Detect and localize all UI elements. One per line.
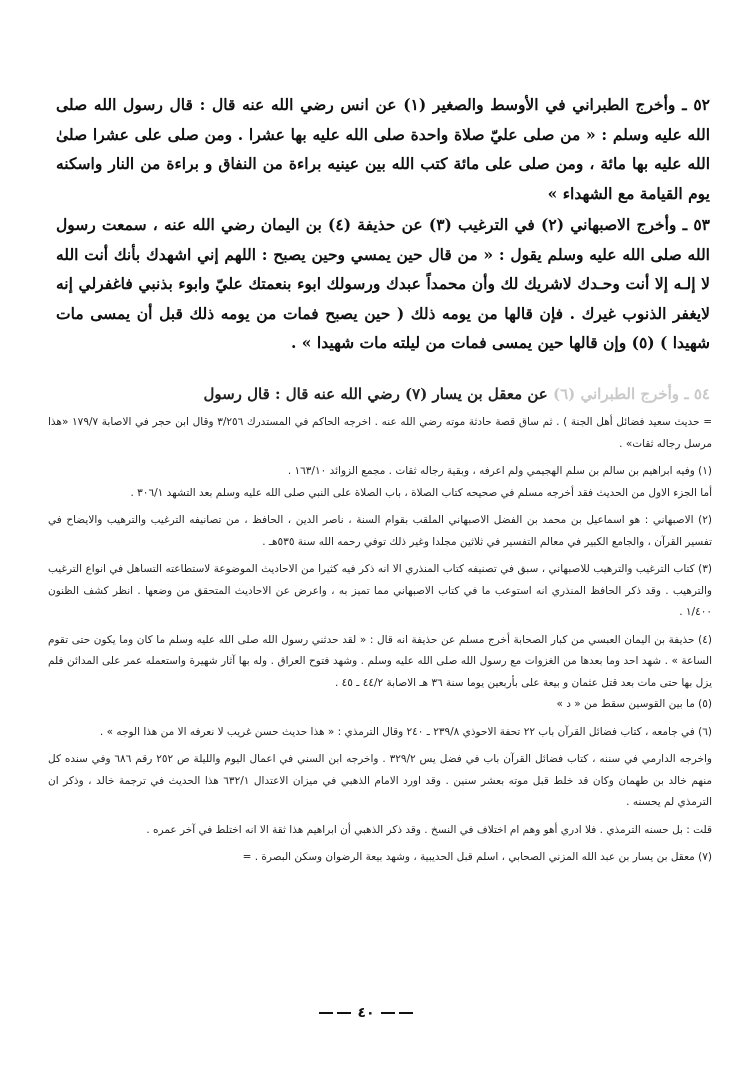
footnote-1-extra: أما الجزء الاول من الحديث فقد أخرجه مسلم في صحيحه كتاب الصلاة ، باب الصلاة على النبي صلى الله عليه وسلم بعد التشهد ٣٠٦/١ .: [130, 486, 712, 499]
hadith-54-partial-line: [56, 383, 710, 405]
page-number: ٤٠: [357, 1005, 375, 1021]
footnote-4: (٤) حذيفة بن اليمان العبسي من كبار الصحابة أخرج مسلم عن حذيفة انه قال : « لقد حدثني رسول الله صلى الله عليه وسلم ما كان وما يكون حتى تقوم الساعة » . شهد احد وما بعدها من الغزوات مع رسول الله صلى الله عليه وسلم . وشهد فتوح العراق . وله بها آثار شهيرة واستعمله عمر على المدائن فلم يزل بها حتى مات بعد قتل عثمان و بيعة على بأربعين يوما سنة ٣٦ هـ الاصابة ٤٤/٢ ـ ٤٥ .: [48, 633, 712, 689]
footnote-2: (٢) الاصبهاني : هو اسماعيل بن محمد بن الفضل الاصبهاني الملقب بقوام السنة ، ناصر الدين ، الحافظ ، من تصانيفه الترغيب والترهيب والايضاح في تفسير القرآن ، والجامع الكبير في معالم التفسير في ثلاثين مجلدا وغير ذلك توفي رحمه الله سنة ٥٣٥هـ .: [48, 514, 712, 548]
hadith-54-text: عن معقل بن يسار (٧) رضي الله عنه قال : قال رسول: [203, 385, 548, 403]
footnotes-block: [48, 412, 712, 869]
footer-dash-right-2: [399, 1012, 413, 1014]
footnote-6-extra: واخرجه الدارمي في سننه ، كتاب فضائل القرآن باب في فضل يس ٣٢٩/٢ . واخرجه ابن السني في اعمال اليوم والليلة ص ٢٥٢ رقم ٦٨٦ وفي سنده كل منهم خالد بن طهمان وكان قد خلط قبل موته بعشر سنين . وقد اورد الامام الذهبي في ميزان الاعتدال ٦٣٢/١ هذا الحديث في ترجمة خالد ، وذكر ان الترمذي لم يحسنه .: [48, 753, 712, 808]
hadith-53-paragraph: ٥٣ ـ وأخرج الاصبهاني (٢) في الترغيب (٣) عن حذيفة (٤) بن اليمان رضي الله عنه ، سمعت رسول الله صلى الله عليه وسلم يقول : « من قال حين يمسي وحين يصبح : اللهم إني اشهدك بأنك أنت الله لا إلـه إلا أنت وحـدك لاشريك لك وأن محمداً عبدك ورسولك ابوء بنعمتك عليّ وابوء بذنبي فاغفرلي إنه لايغفر الذنوب غيرك . فإن قالها من يومه ذلك ( حين يصبح فمات من يومه ذلك قبل أن يمسى مات شهيدا ) (٥) وإن قالها حين يمسى فمات من ليلته مات شهيدا » .: [56, 215, 710, 352]
footer-dash-left-2: [337, 1012, 351, 1014]
footnote-1: (١) وفيه ابراهيم بن سالم بن سلم الهجيمي ولم اعرفه ، وبقية رجاله ثقات . مجمع الزوائد ١٦٣/١٠ .: [287, 465, 712, 477]
page-footer: [0, 1005, 732, 1021]
hadith-54-faded-start: ٥٤ ـ وأخرج الطبراني (٦): [552, 385, 710, 403]
footnote-7: (٧) معقل بن يسار بن عبد الله المزني الصحابي ، اسلم قبل الحديبية ، وشهد بيعة الرضوان وسكن البصرة . =: [242, 851, 712, 863]
footnote-continuation: = حديث سعيد فضائل أهل الجنة ) . ثم ساق قصة حادثة موته رضي الله عنه . اخرجه الحاكم في المستدرك ٣/٢٥٦ وقال ابن حجر في الاصابة ١٧٩/٧ «هذا مرسل رجاله ثقات» .: [48, 416, 713, 450]
footnote-6-comment: قلت : بل حسنه الترمذي . فلا ادري أهو وهم ام اختلاف في النسخ . وقد ذكر الذهبي أن ابراهيم هذا ثقة الا انه اختلط في آخر عمره .: [146, 823, 712, 836]
footnote-6: (٦) في جامعه ، كتاب فضائل القرآن باب ٢٢ تحفة الاحوذي ٢٣٩/٨ ـ ٢٤٠ وقال الترمذي : « هذا حديث حسن غريب لا نعرفه الا من هذا الوجه » .: [99, 725, 712, 738]
footnote-3: (٣) كتاب الترغيب والترهيب للاصبهاني ، سبق في تصنيفه كتاب المنذري الا انه ذكر فيه كثيرا من الاحاديث الموضوعة لاستطاعته التساهل في انواع الترغيب والترهيب . وقد ذكر الحافظ المنذري انه استوعب ما في كتاب الاصبهاني مما تميز به ، واعرض عن الاحاديث المتحقق من وضعها . انظر كشف الظنون ١/٤٠٠ .: [48, 563, 712, 618]
footnote-5: (٥) ما بين القوسين سقط من « د »: [556, 698, 712, 710]
main-text-block: [56, 90, 710, 358]
footer-dash-left: [319, 1012, 333, 1014]
hadith-52-paragraph: ٥٢ ـ وأخرج الطبراني في الأوسط والصغير (١) عن انس رضي الله عنه قال : قال رسول الله صلى الله عليه وسلم : « من صلى عليّ صلاة واحدة صلى الله عليه بها عشرا . ومن صلى على عشرا صلىٰ الله عليه بها مائة ، ومن صلى على مائة كتب الله بين عينيه براءة من النفاق و براءة من النار واسكنه يوم القيامة مع الشهداء »: [56, 95, 710, 203]
footer-dash-right: [381, 1012, 395, 1014]
